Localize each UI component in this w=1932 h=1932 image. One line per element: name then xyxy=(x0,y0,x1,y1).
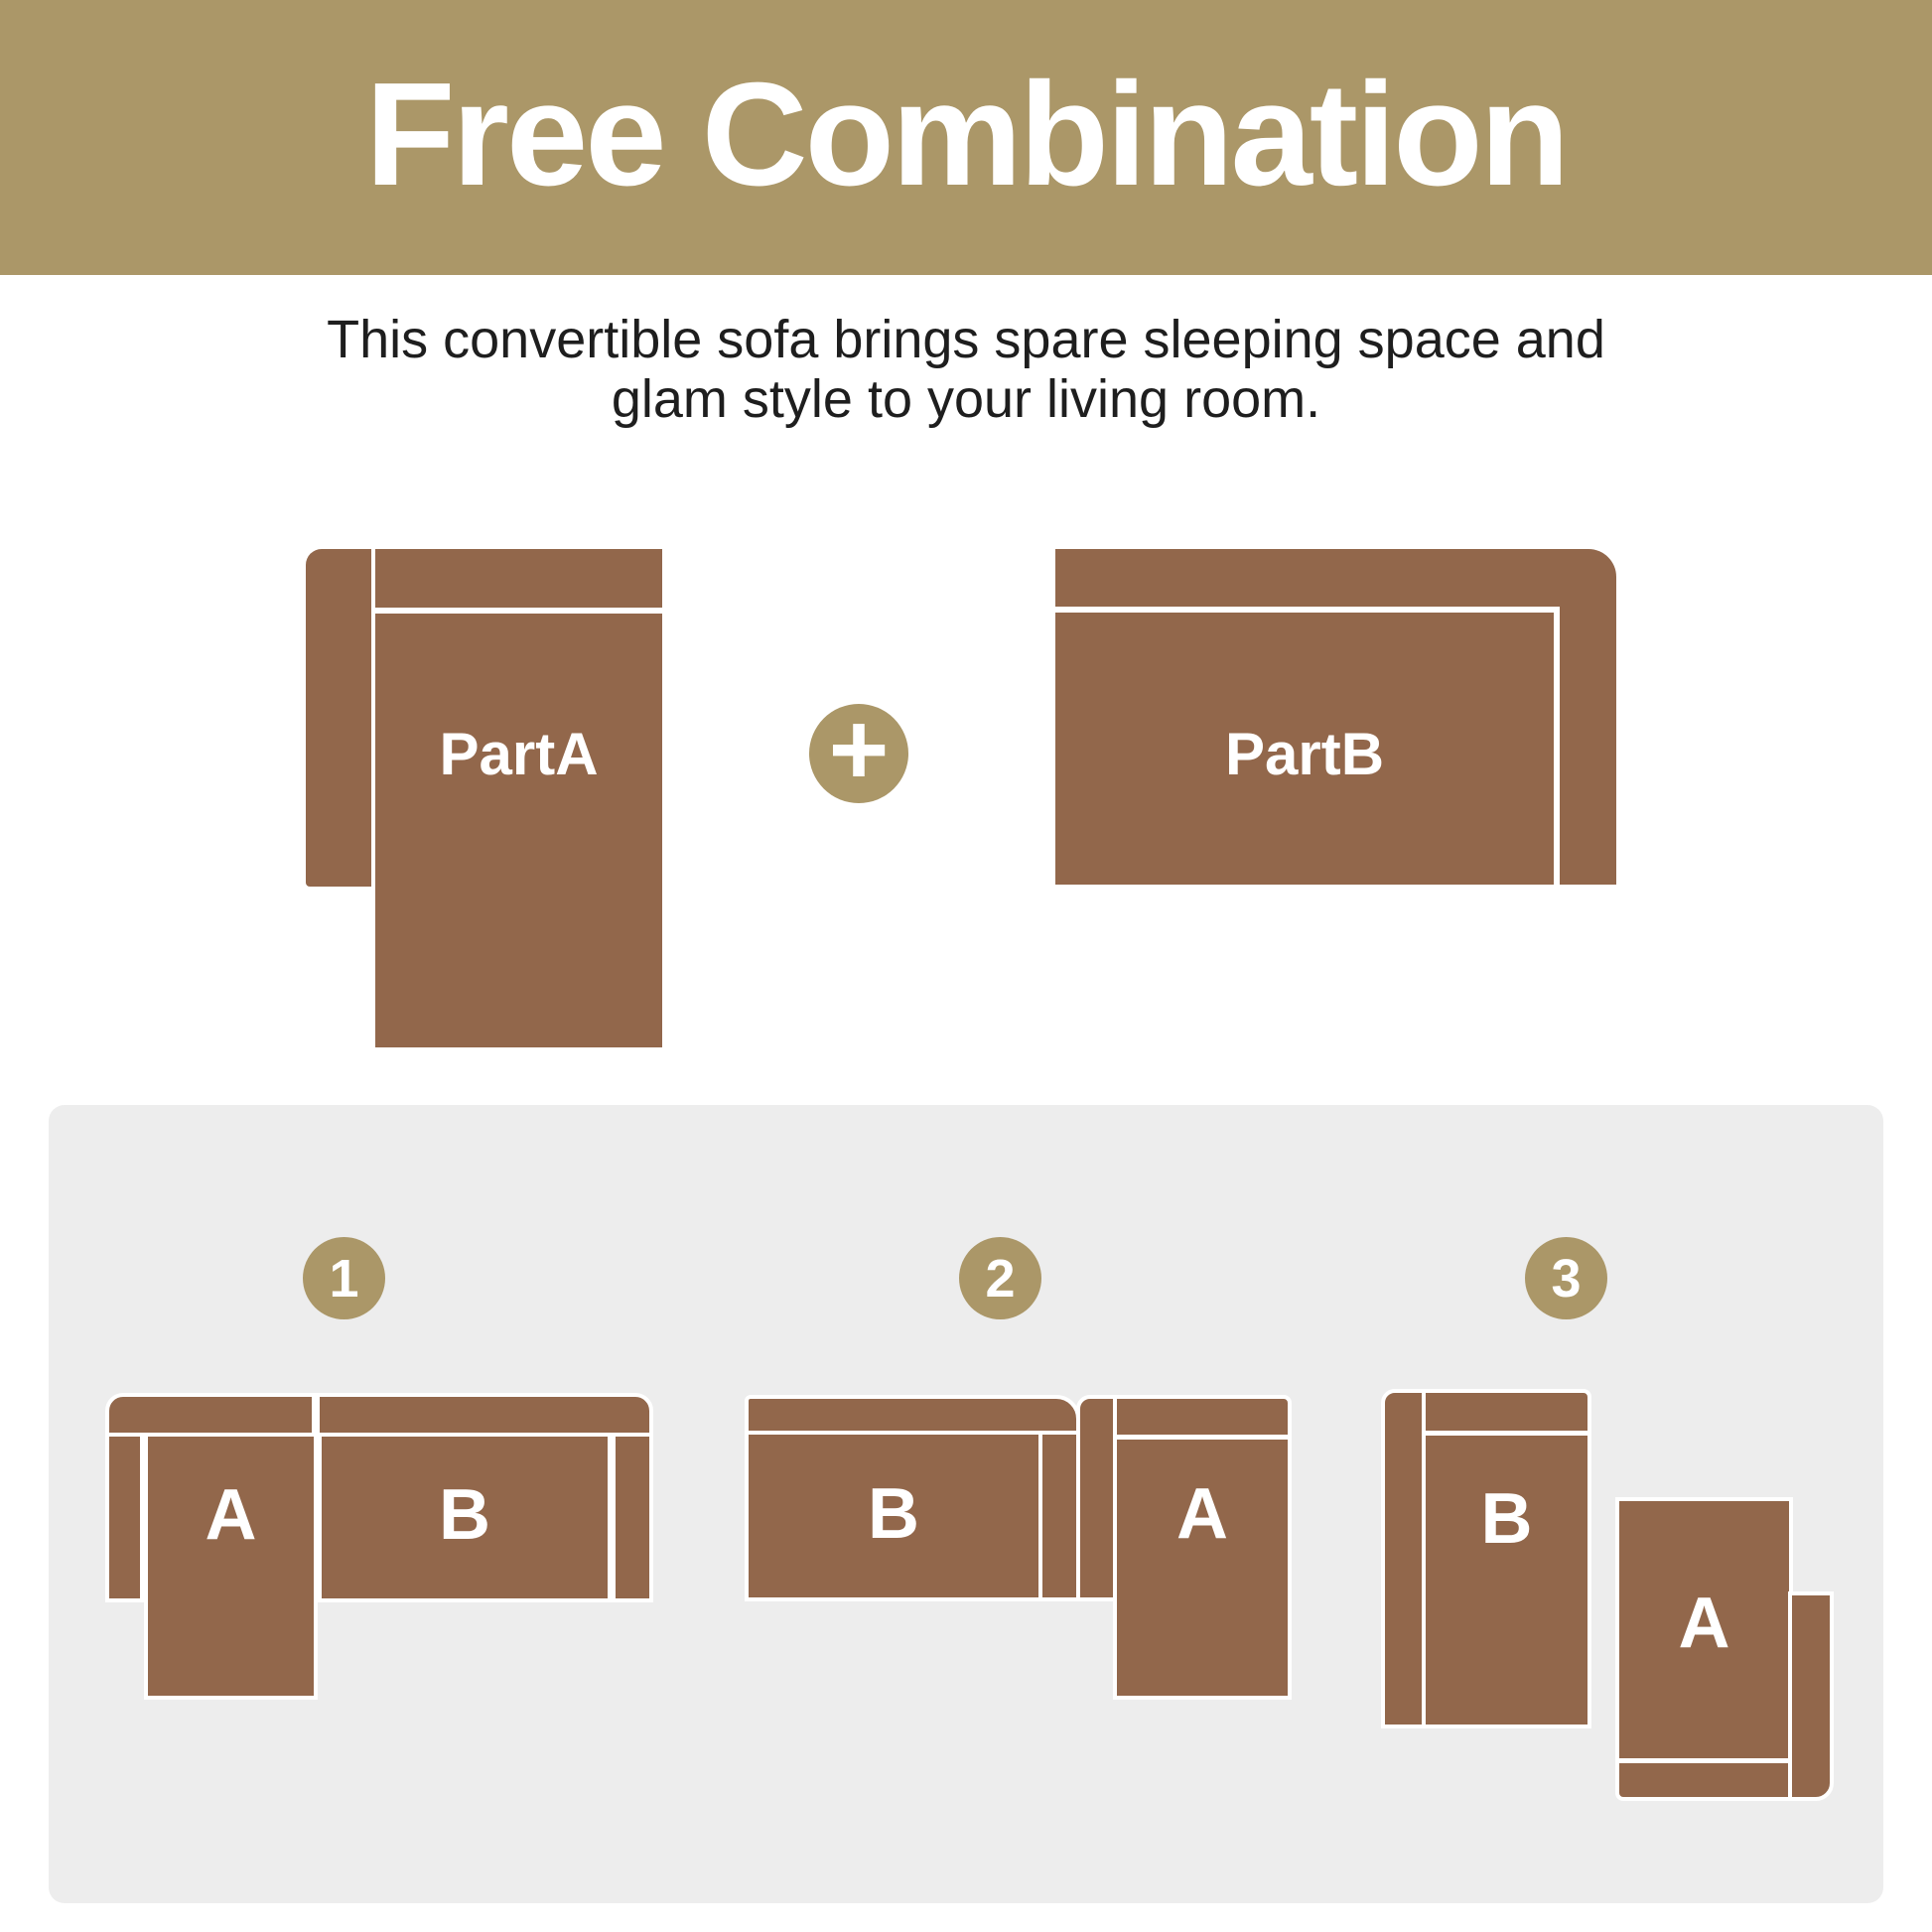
part-b-body xyxy=(1055,549,1616,885)
intro-text xyxy=(0,310,1932,430)
combination-3-badge xyxy=(1525,1237,1607,1319)
plus-icon: + xyxy=(828,692,890,807)
combination-2-badge xyxy=(959,1237,1041,1319)
combo3-backrest-line-a xyxy=(1619,1758,1789,1763)
combo2-armrest-a xyxy=(1076,1395,1117,1601)
combo2-armrest-b xyxy=(1038,1431,1080,1601)
combo1-armrest-b xyxy=(612,1433,653,1602)
part-a-label: PartA xyxy=(439,721,599,787)
combo2-label-b: B xyxy=(868,1474,919,1554)
plus-badge xyxy=(809,692,908,807)
part-b-backrest-line xyxy=(1055,607,1554,613)
combo3-armrest-a xyxy=(1788,1591,1834,1801)
combo2-backrest-line-a xyxy=(1117,1435,1288,1440)
combo3-label-a: A xyxy=(1678,1584,1730,1663)
intro-line-1: This convertible sofa brings spare sleeping space and xyxy=(327,310,1605,369)
combination-3-number: 3 xyxy=(1551,1248,1582,1309)
combination-2-number: 2 xyxy=(985,1248,1016,1309)
part-a-body xyxy=(375,549,662,1047)
part-a-armrest xyxy=(306,549,371,887)
part-a-backrest-line xyxy=(375,608,662,614)
intro-line-2: glam style to your living room. xyxy=(611,369,1321,430)
combo1-label-a: A xyxy=(205,1475,257,1555)
combination-1-number: 1 xyxy=(329,1248,359,1309)
combo1-backrest-a xyxy=(105,1393,316,1437)
header-banner xyxy=(0,0,1932,275)
page-title: Free Combination xyxy=(364,52,1568,216)
combo1-armrest-a xyxy=(105,1433,144,1602)
combo3-body-b xyxy=(1422,1389,1591,1728)
combo1-label-b: B xyxy=(439,1475,490,1555)
combo1-backrest-b xyxy=(316,1393,653,1437)
combo3-armrest-b xyxy=(1381,1389,1426,1728)
part-b-label: PartB xyxy=(1224,721,1385,787)
combo1-chaise-a xyxy=(144,1433,318,1700)
combo2-label-a: A xyxy=(1176,1474,1228,1554)
part-b-armrest-line xyxy=(1554,607,1560,885)
combo3-label-b: B xyxy=(1480,1479,1533,1559)
combination-1-badge xyxy=(303,1237,385,1319)
combo3-backrest-line-b xyxy=(1426,1431,1587,1436)
